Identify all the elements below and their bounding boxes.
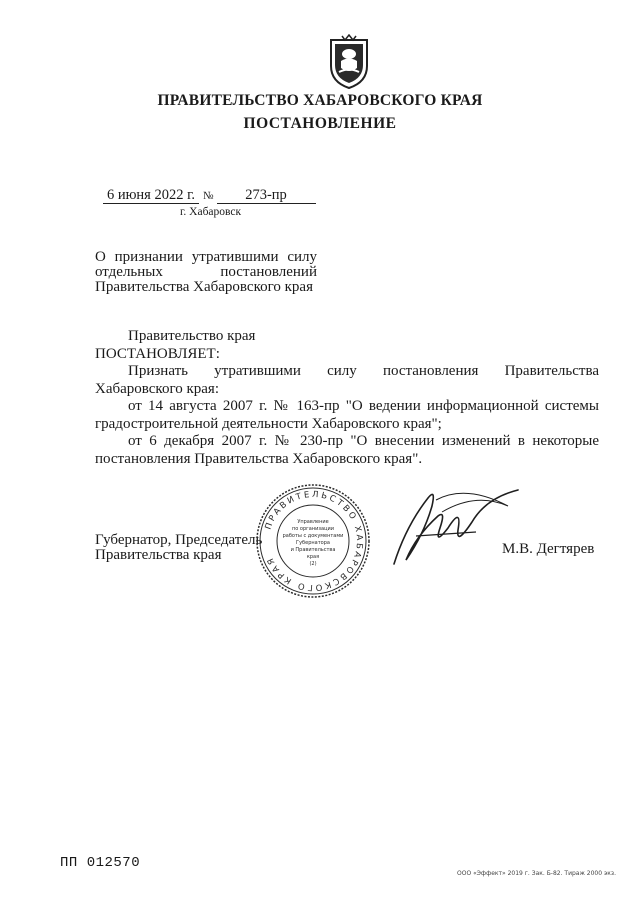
official-stamp — [255, 483, 371, 599]
stamp-inner-line-2: по организации — [292, 526, 334, 532]
stamp-inner-line-6: края — [306, 554, 320, 560]
document-number: 273-пр — [217, 188, 316, 204]
stamp-inner-line-7: (2) — [309, 561, 317, 567]
signatory-position-line-2: Правительства края — [95, 547, 222, 563]
signatory-name: М.В. Дегтярев — [502, 541, 595, 557]
body-paragraph-3: от 6 декабря 2007 г. № 230-пр "О внесении изменений в некоторые постановления Правительства Хабаровского края". — [95, 433, 599, 467]
number-label: № — [203, 190, 214, 202]
subject-line-2: отдельных постановлений — [95, 264, 317, 280]
stamp-inner-line-5: и Правительства — [290, 547, 336, 553]
signatory-position-line-1: Губернатор, Председатель — [95, 532, 263, 548]
document-date: 6 июня 2022 г. — [103, 188, 199, 204]
body-paragraph-1: Признать утратившими силу постановления Правительства Хабаровского края: — [95, 363, 599, 397]
document-subject — [95, 250, 317, 295]
printer-imprint: ООО «Эффект» 2019 г. Зак. Б-82. Тираж 2000 экз. — [457, 870, 616, 877]
subject-line-3: Правительства Хабаровского края — [95, 279, 313, 295]
stamp-inner-line-1: Управление — [297, 519, 329, 525]
stamp-inner-line-4: Губернатора — [296, 540, 330, 546]
stamp-inner-line-3: работы с документами — [282, 533, 344, 539]
stamp-outer-text: ПРАВИТЕЛЬСТВО ХАБАРОВСКОГО КРАЯ — [263, 489, 365, 593]
subject-line-1: О признании утратившими силу — [95, 249, 317, 265]
coat-of-arms-icon — [327, 34, 371, 90]
body-intro: Правительство края — [128, 328, 256, 344]
signatory-position — [95, 533, 262, 563]
organization-title: ПРАВИТЕЛЬСТВО ХАБАРОВСКОГО КРАЯ — [157, 92, 483, 109]
form-serial-number: ПП 012570 — [60, 855, 141, 871]
document-date-number — [103, 187, 316, 204]
body-paragraph-2: от 14 августа 2007 г. № 163-пр "О ведении информационной системы градостроительной деятельности Хабаровского края"; — [95, 398, 599, 432]
handwritten-signature-icon — [376, 476, 526, 576]
document-city: г. Хабаровск — [180, 206, 242, 218]
document-body — [95, 328, 599, 468]
body-decree: ПОСТАНОВЛЯЕТ: — [95, 345, 220, 362]
document-type-title: ПОСТАНОВЛЕНИЕ — [243, 115, 397, 132]
